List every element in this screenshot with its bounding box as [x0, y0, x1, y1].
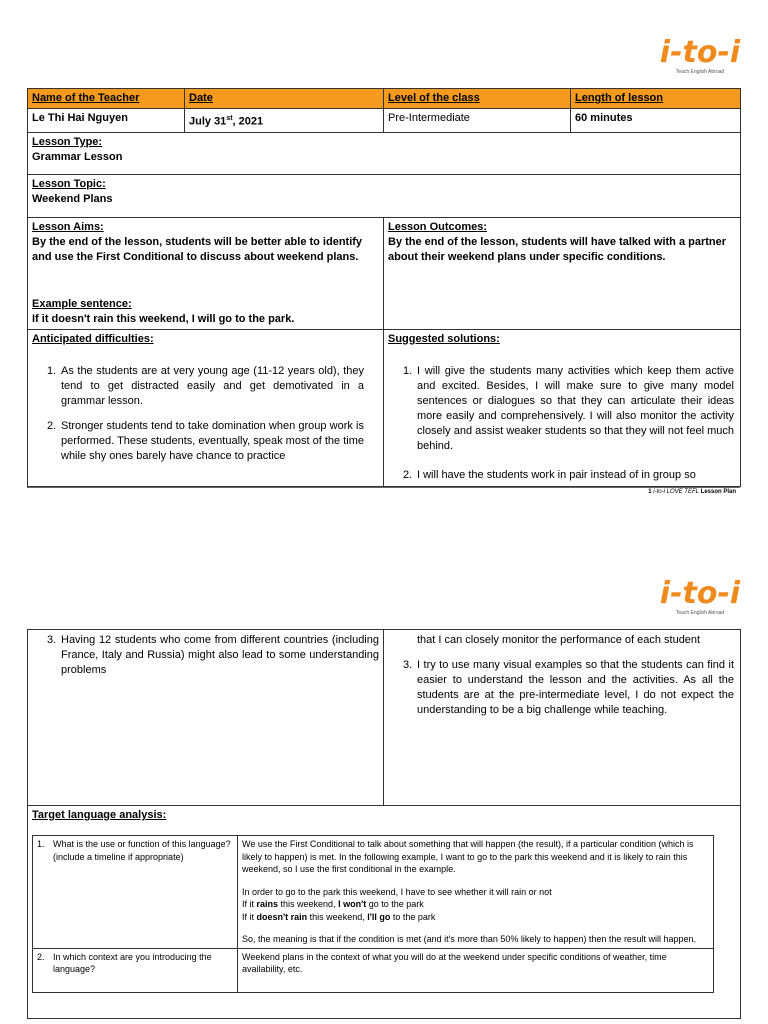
solution-item: 3. I try to use many visual examples so that the students can find it easier to understand the lesson and the activities. As all the students are at the pre-intermediate level, I do not expect the understanding to be a big challenge while teaching. — [403, 659, 734, 716]
tla-answer-context: Weekend plans in the context of what you will do at the weekend under specific conditions of weather, time availability, etc. — [238, 948, 714, 992]
tla-question-function: 1. What is the use or function of this language? (include a timeline if appropriate) — [33, 836, 238, 949]
tla-question-context: 2. In which context are you introducing the language? — [33, 948, 238, 992]
tla-row-context — [33, 948, 714, 992]
footer-rule — [27, 487, 740, 488]
tla-answer-function: We use the First Conditional to talk about something that will happen (the result), if a particular condition (which is likely to happen) is met. In the following example, I want to go to the park this weekend and it is likely to rain this weekend, so I use the first conditional in the example. In order to go to the park this weekend, I have to see whether it will rain or not If it rains this weekend, I won't go to the park If it doesn't rain this weekend, I'll go to the park So, the meaning is that if the condition is met (and it's more than 50% likely to happen) then the result will happen. — [238, 836, 714, 949]
header-length: Length of lesson — [571, 89, 741, 109]
solution-item: 2. I will have the students work in pair instead of in group so — [403, 468, 696, 481]
tla-row — [28, 806, 741, 1019]
solution-item-continued: that I can closely monitor the performance of each student — [417, 634, 701, 646]
solutions-cell — [384, 329, 741, 486]
difficulty-item: 1. As the students are at very young age (11-12 years old), they tend to get distracted easily and get demotivated in a grammar lesson. — [47, 364, 364, 407]
difficulties-continued-row — [28, 630, 741, 806]
tla-cell — [28, 806, 741, 1019]
example-rains: If it rains this weekend, I won't go to the park — [242, 899, 424, 909]
logo-wordmark: i-to-i — [659, 35, 741, 70]
lesson-outcomes-text: By the end of the lesson, students will have talked with a partner about their weekend plans under specific conditions. — [388, 235, 727, 263]
header-teacher: Name of the Teacher — [28, 89, 185, 109]
lesson-length: 60 minutes — [571, 109, 741, 133]
header-level: Level of the class — [384, 89, 571, 109]
continuation-table — [27, 629, 741, 1019]
tla-table — [32, 835, 714, 993]
example-doesnt-rain: If it doesn't rain this weekend, I'll go to the park — [242, 911, 436, 922]
example-sentence-text: If it doesn't rain this weekend, I will go to the park. — [32, 312, 295, 325]
solutions-label: Suggested solutions: — [388, 332, 500, 345]
tla-label: Target language analysis: — [32, 809, 167, 821]
lesson-type-value: Grammar Lesson — [32, 150, 123, 163]
lesson-topic-label: Lesson Topic: — [32, 177, 106, 190]
lesson-aims-text: By the end of the lesson, students will be better able to identify and use the First Conditional to discuss about weekend plans. — [32, 235, 363, 263]
lesson-type-row — [28, 132, 741, 174]
logo-tagline: Teach English Abroad — [675, 69, 725, 75]
difficulty-item: 2. Stronger students tend to take domination when group work is performed. These students, eventually, speak most of the time while shy ones barely have chance to practice — [47, 419, 364, 462]
tla-row-function — [33, 836, 714, 949]
brand-logo-top — [645, 35, 755, 75]
info-row — [28, 109, 741, 133]
example-sentence-label: Example sentence: — [32, 297, 132, 310]
lesson-outcomes-label: Lesson Outcomes: — [388, 220, 488, 233]
lesson-plan-table — [27, 88, 741, 487]
lesson-type-cell — [28, 132, 741, 174]
lesson-aims-cell — [28, 217, 384, 329]
lesson-topic-cell — [28, 174, 741, 217]
header-row — [28, 89, 741, 109]
lesson-type-label: Lesson Type: — [32, 135, 103, 148]
difficulty-item: 3. Having 12 students who come from different countries (including France, Italy and Russia) might also lead to some understanding problems — [47, 634, 379, 676]
aims-row — [28, 217, 741, 329]
solution-item: 1. I will give the students many activities which keep them active and excited. Besides, I will make sure to give many model sentences or dialogues so that they can articulate their ideas more easily and comprehensively. I will also monitor the activity closely and assist weaker students so that they will not feel much behind. — [403, 364, 734, 452]
logo-tagline: Teach English Abroad — [675, 610, 725, 616]
difficulties-cell — [28, 329, 384, 486]
lesson-topic-row — [28, 174, 741, 217]
class-level: Pre-Intermediate — [384, 109, 571, 133]
solutions-continued-cell — [384, 630, 741, 806]
logo-wordmark: i-to-i — [659, 576, 741, 611]
lesson-aims-label: Lesson Aims: — [32, 220, 104, 233]
header-date: Date — [185, 89, 384, 109]
lesson-date: July 31st, 2021 — [185, 109, 384, 133]
page-footer: 1 i-to-i LOVE TEFL Lesson Plan — [648, 489, 736, 495]
teacher-name: Le Thi Hai Nguyen — [28, 109, 185, 133]
lesson-topic-value: Weekend Plans — [32, 192, 113, 205]
difficulties-continued-cell — [28, 630, 384, 806]
lesson-outcomes-cell — [384, 217, 741, 329]
difficulties-label: Anticipated difficulties: — [32, 332, 154, 345]
brand-logo-page2 — [645, 576, 755, 616]
difficulties-row — [28, 329, 741, 486]
